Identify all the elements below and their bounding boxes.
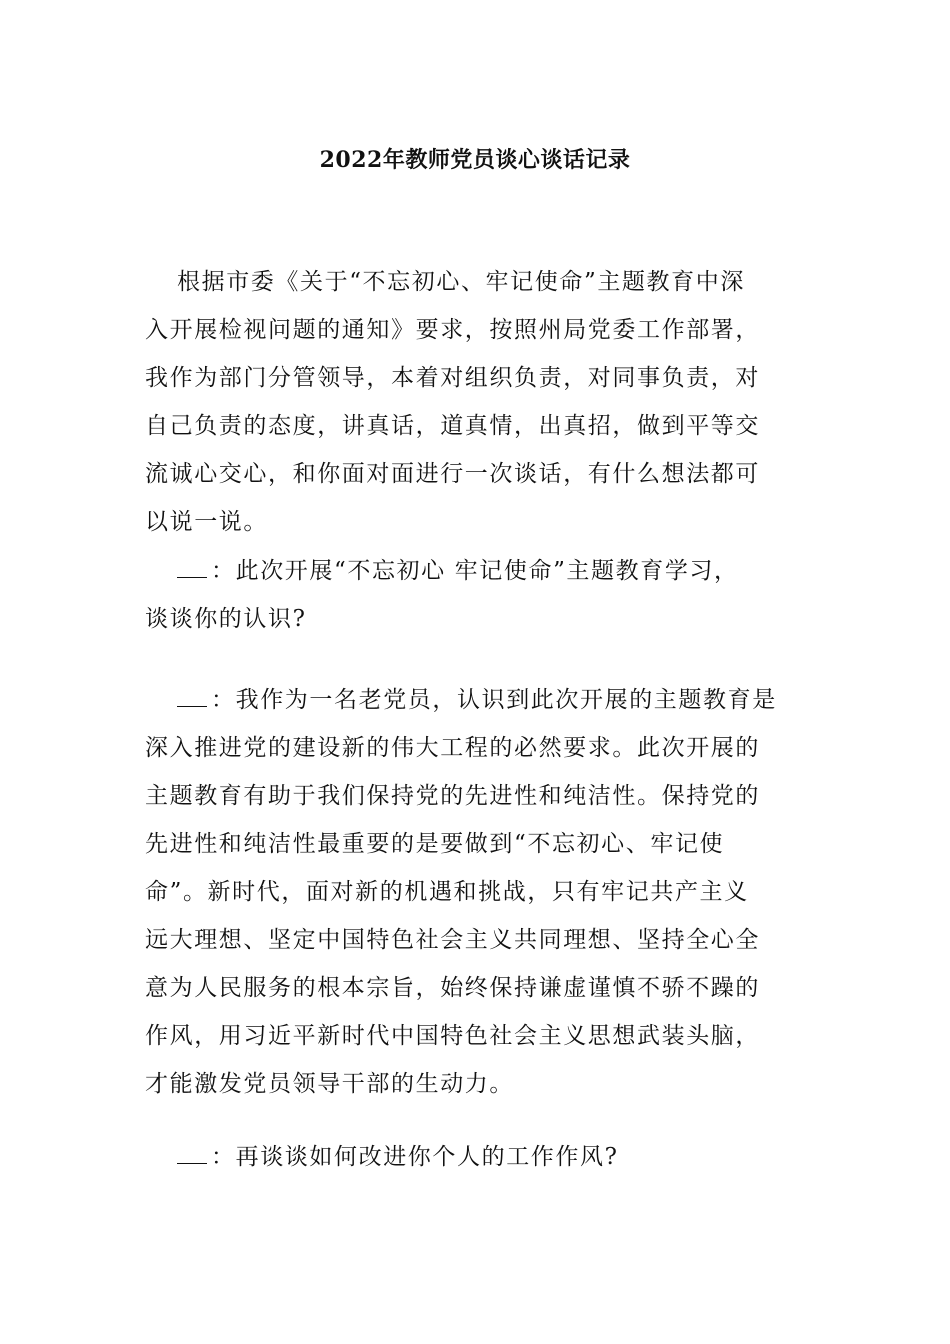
opening-paragraph bbox=[145, 258, 810, 546]
paragraph-line: 先进性和纯洁性最重要的是要做到“不忘初心、牢记使 bbox=[145, 831, 725, 857]
paragraph-line: 才能激发党员领导干部的生动力。 bbox=[145, 1071, 514, 1097]
paragraph-line bbox=[145, 1133, 810, 1181]
question-paragraph-1 bbox=[145, 547, 810, 643]
paragraph-line: 根据市委《关于“不忘初心、牢记使命”主题教育中深 bbox=[177, 269, 745, 295]
question-paragraph-2 bbox=[145, 1133, 810, 1181]
paragraph-line: 远大理想、坚定中国特色社会主义共同理想、坚持全心全 bbox=[145, 927, 760, 953]
paragraph-line: 主题教育有助于我们保持党的先进性和纯洁性。保持党的 bbox=[145, 783, 760, 809]
paragraph-line bbox=[145, 547, 810, 595]
paragraph-line-text: ：再谈谈如何改进你个人的工作作风? bbox=[211, 1144, 619, 1170]
paragraph-line: 以说一说。 bbox=[145, 509, 268, 535]
paragraph-line bbox=[145, 676, 810, 724]
paragraph-line: 自己负责的态度，讲真话，道真情，出真招，做到平等交 bbox=[145, 413, 760, 439]
paragraph-line: 流诚心交心，和你面对面进行一次谈话，有什么想法都可 bbox=[145, 461, 760, 487]
paragraph-line: 意为人民服务的根本宗旨，始终保持谦虚谨慎不骄不躁的 bbox=[145, 975, 760, 1001]
paragraph-line: 深入推进党的建设新的伟大工程的必然要求。此次开展的 bbox=[145, 735, 760, 761]
speaker-blank bbox=[177, 559, 207, 578]
speaker-blank bbox=[177, 688, 207, 707]
paragraph-line: 入开展检视问题的通知》要求，按照州局党委工作部署， bbox=[145, 317, 760, 343]
answer-paragraph-1 bbox=[145, 676, 810, 1108]
paragraph-line-text: ：我作为一名老党员，认识到此次开展的主题教育是 bbox=[211, 687, 777, 713]
paragraph-line: 谈谈你的认识? bbox=[145, 606, 307, 632]
paragraph-line-text: ：此次开展“不忘初心 牢记使命”主题教育学习， bbox=[211, 558, 739, 584]
paragraph-line: 命”。新时代，面对新的机遇和挑战，只有牢记共产主义 bbox=[145, 879, 749, 905]
document-title: 2022年教师党员谈心谈话记录 bbox=[319, 147, 631, 173]
paragraph-line: 我作为部门分管领导，本着对组织负责，对同事负责，对 bbox=[145, 365, 760, 391]
speaker-blank bbox=[177, 1145, 207, 1164]
paragraph-line: 作风，用习近平新时代中国特色社会主义思想武装头脑， bbox=[145, 1023, 760, 1049]
